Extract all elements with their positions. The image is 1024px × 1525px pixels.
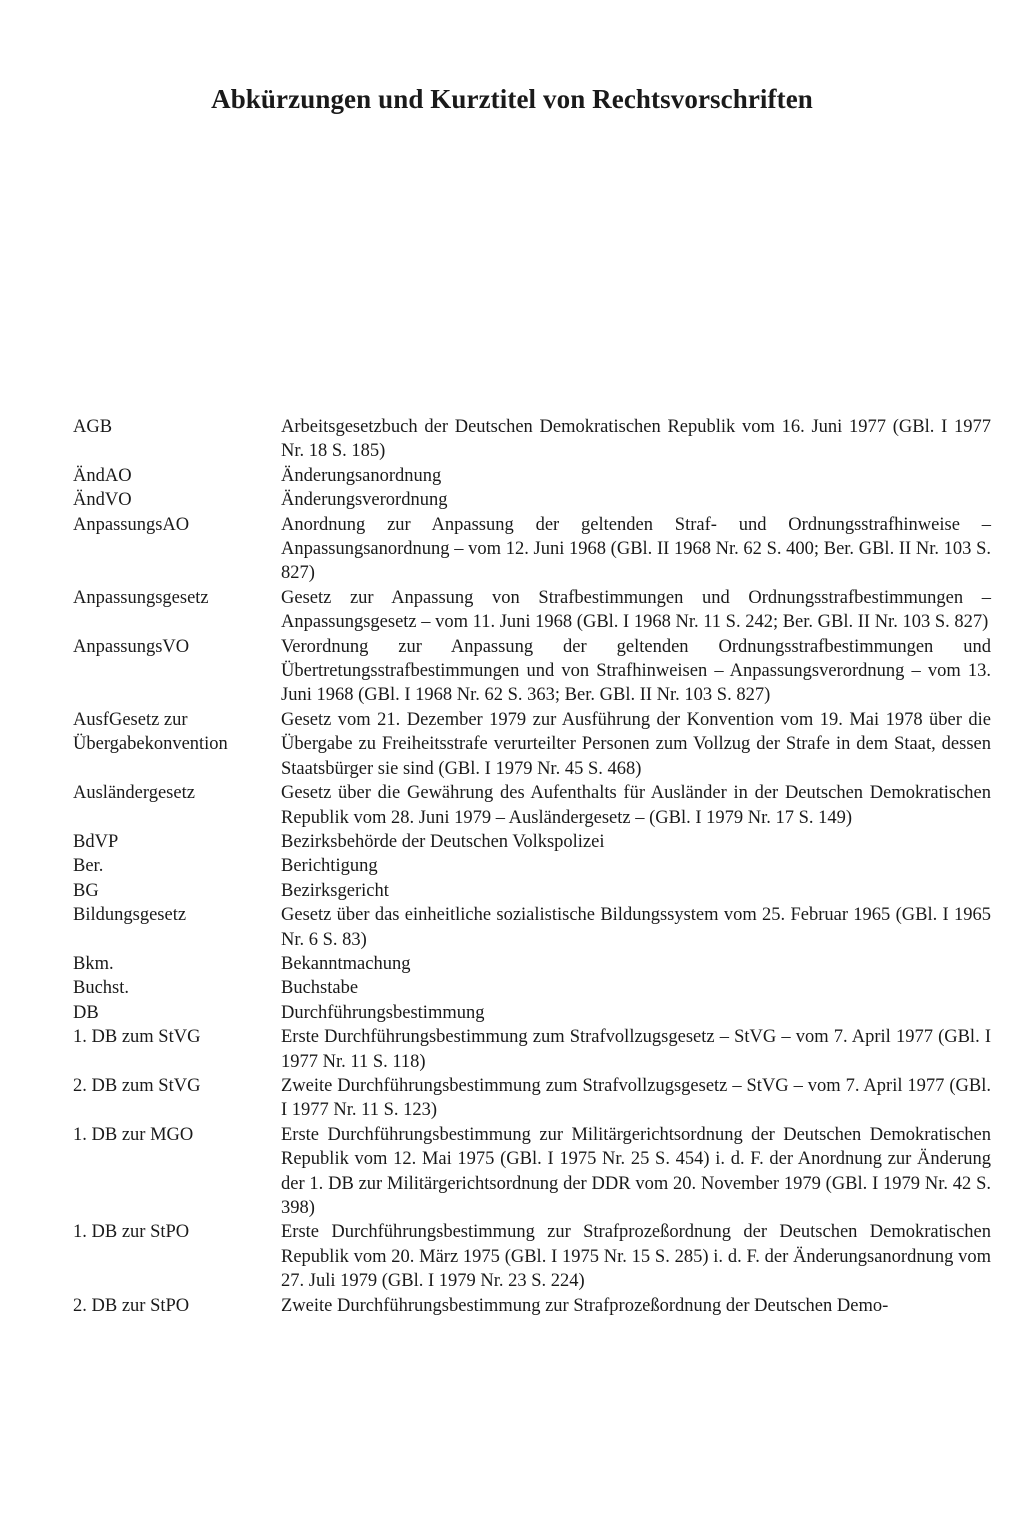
- abbreviation-term: AnpassungsAO: [73, 514, 190, 535]
- abbreviation-term: 1. DB zum StVG: [73, 1027, 201, 1048]
- abbreviation-definition: Berichtigung: [281, 856, 378, 877]
- abbreviation-definition: Änderungsverordnung: [281, 490, 448, 511]
- list-item: [73, 1220, 991, 1293]
- list-item: [73, 1025, 991, 1074]
- list-item: [73, 586, 991, 635]
- list-item: [73, 781, 991, 830]
- list-item: [73, 1123, 991, 1221]
- abbreviation-term: Ausländergesetz: [73, 783, 195, 804]
- abbreviation-definition: Verordnung zur Anpassung der geltenden Ordnungsstrafbestimmungen und Übertretungsstrafbestimmungen und von Strafhinweisen – Anpassungsverordnung – vom 13. Juni 1968 (GBl. I 1968 Nr. 62 S. 363; Ber. GBl. II Nr. 103 S. 827): [281, 636, 991, 706]
- abbreviation-definition: Anordnung zur Anpassung der geltenden Straf- und Ordnungsstrafhinweise – Anpassungsanordnung – vom 12. Juni 1968 (GBl. II 1968 Nr. 62 S. 400; Ber. GBl. II Nr. 103 S. 827): [281, 514, 991, 584]
- abbreviation-definition: Durchführungsbestimmung: [281, 1002, 485, 1023]
- list-item: [73, 1074, 991, 1123]
- list-item: [73, 1001, 991, 1025]
- abbreviation-definition: Arbeitsgesetzbuch der Deutschen Demokratischen Republik vom 16. Juni 1977 (GBl. I 1977 Nr. 18 S. 185): [281, 417, 991, 462]
- abbreviation-term: 1. DB zur MGO: [73, 1124, 194, 1145]
- list-item: [73, 415, 991, 464]
- list-item: [73, 708, 991, 781]
- abbreviation-definition: Gesetz über das einheitliche sozialistische Bildungssystem vom 25. Februar 1965 (GBl. I 1965 Nr. 6 S. 83): [281, 905, 991, 950]
- abbreviation-term: 2. DB zur StPO: [73, 1295, 190, 1316]
- abbreviation-definition: Bekanntmachung: [281, 953, 411, 974]
- abbreviation-definition: Erste Durchführungsbestimmung zum Strafvollzugsgesetz – StVG – vom 7. April 1977 (GBl. I 1977 Nr. 11 S. 118): [281, 1027, 991, 1072]
- abbreviation-definition: Bezirksbehörde der Deutschen Volkspolizei: [281, 831, 605, 852]
- list-item: [73, 635, 991, 708]
- abbreviation-term: BG: [73, 880, 99, 901]
- list-item: [73, 854, 991, 878]
- abbreviation-definition: Gesetz über die Gewährung des Aufenthalts für Ausländer in der Deutschen Demokratischen Republik vom 28. Juni 1979 – Ausländergesetz – (GBl. I 1979 Nr. 17 S. 149): [281, 783, 991, 828]
- list-item: [73, 830, 991, 854]
- abbreviation-term: DB: [73, 1002, 99, 1023]
- abbreviation-definition: Gesetz zur Anpassung von Strafbestimmungen und Ordnungsstrafbestimmungen – Anpassungsgesetz – vom 11. Juni 1968 (GBl. I 1968 Nr. 11 S. 242; Ber. GBl. II Nr. 103 S. 827): [281, 587, 991, 633]
- abbreviation-term: 1. DB zur StPO: [73, 1222, 190, 1243]
- abbreviation-list: [73, 415, 991, 1318]
- abbreviation-term: AGB: [73, 417, 113, 437]
- list-item: [73, 879, 991, 903]
- abbreviation-term: Buchst.: [73, 978, 130, 999]
- abbreviation-term: Anpassungsgesetz: [73, 587, 209, 608]
- list-item: [73, 488, 991, 512]
- abbreviation-term: Bkm.: [73, 953, 114, 974]
- abbreviation-term: Bildungsgesetz: [73, 905, 187, 926]
- abbreviation-term: BdVP: [73, 831, 119, 852]
- abbreviation-definition: Zweite Durchführungsbestimmung zur Strafprozeßordnung der Deutschen Demo-: [281, 1295, 889, 1316]
- list-item: [73, 976, 991, 1000]
- abbreviation-definition: Erste Durchführungsbestimmung zur Strafprozeßordnung der Deutschen Demokratischen Republik vom 20. März 1975 (GBl. I 1975 Nr. 15 S. 285) i. d. F. der Änderungsanordnung vom 27. Juli 1979 (GBl. I 1979 Nr. 23 S. 224): [281, 1222, 991, 1292]
- abbreviation-term: 2. DB zum StVG: [73, 1075, 201, 1096]
- abbreviation-definition: Änderungsanordnung: [281, 465, 442, 486]
- abbreviation-term: Ber.: [73, 856, 104, 877]
- list-item: [73, 513, 991, 586]
- list-item: [73, 1294, 991, 1318]
- abbreviation-term: AnpassungsVO: [73, 636, 190, 657]
- list-item: [73, 952, 991, 976]
- list-item: [73, 903, 991, 952]
- abbreviation-definition: Zweite Durchführungsbestimmung zum Strafvollzugsgesetz – StVG – vom 7. April 1977 (GBl. I 1977 Nr. 11 S. 123): [281, 1075, 991, 1121]
- abbreviation-definition: Erste Durchführungsbestimmung zur Militärgerichtsordnung der Deutschen Demokratischen Republik vom 12. Mai 1975 (GBl. I 1975 Nr. 25 S. 454) i. d. F. der Anordnung zur Änderung der 1. DB zur Militärgerichtsordnung der DDR vom 20. November 1979 (GBl. I 1979 Nr. 42 S. 398): [281, 1124, 991, 1218]
- abbreviation-term: ÄndVO: [73, 490, 132, 511]
- list-item: [73, 464, 991, 488]
- abbreviation-term: AusfGesetz zur Übergabekonvention: [73, 709, 228, 755]
- page-title: Abkürzungen und Kurztitel von Rechtsvorschriften: [211, 84, 813, 114]
- abbreviation-definition: Buchstabe: [281, 978, 359, 999]
- abbreviation-definition: Bezirksgericht: [281, 880, 389, 901]
- abbreviation-term: ÄndAO: [73, 465, 132, 486]
- abbreviation-definition: Gesetz vom 21. Dezember 1979 zur Ausführung der Konvention vom 19. Mai 1978 über die Übergabe zu Freiheitsstrafe verurteilter Personen zum Vollzug der Strafe in dem Staat, dessen Staatsbürger sie sind (GBl. I 1979 Nr. 45 S. 468): [281, 709, 991, 779]
